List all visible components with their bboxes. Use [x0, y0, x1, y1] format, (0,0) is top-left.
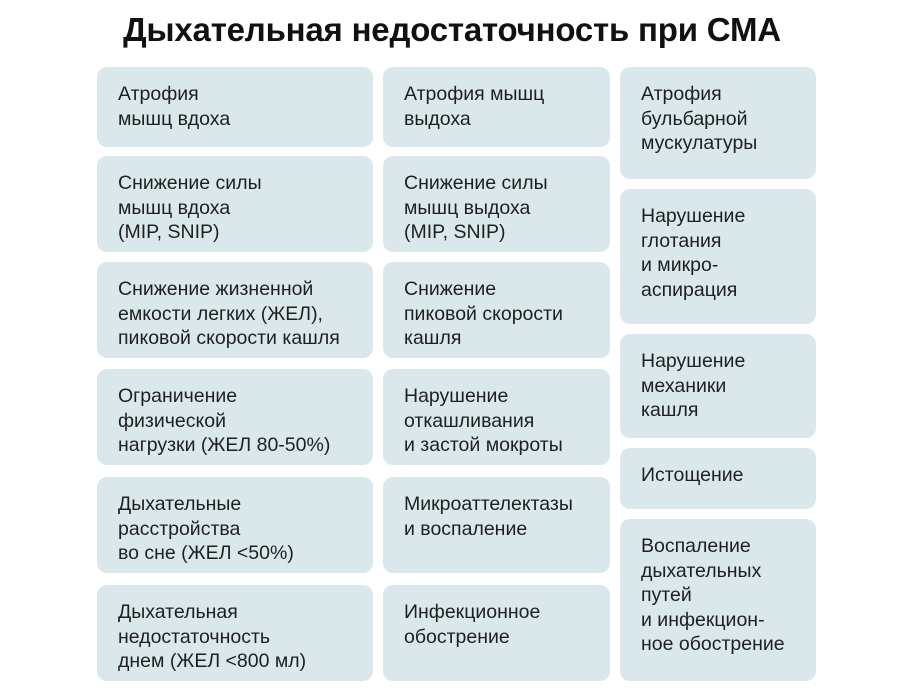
box-cough-impairment: Нарушение откашливания и застой мокроты: [383, 369, 610, 465]
box-exhaustion: Истощение: [620, 448, 816, 509]
box-swallowing-disorder: Нарушение глотания и микро- аспирация: [620, 189, 816, 324]
box-daytime-failure: Дыхательная недостаточность днем (ЖЕЛ <800 мл): [97, 585, 373, 681]
box-exercise-limitation: Ограничение физической нагрузки (ЖЕЛ 80-50%): [97, 369, 373, 465]
box-inspiratory-muscle-atrophy: Атрофия мышц вдоха: [97, 67, 373, 147]
box-sleep-disorders: Дыхательные расстройства во сне (ЖЕЛ <50%): [97, 477, 373, 573]
box-bulbar-atrophy: Атрофия бульбарной мускулатуры: [620, 67, 816, 179]
box-infectious-exacerbation: Инфекционное обострение: [383, 585, 610, 681]
box-expiratory-muscle-atrophy: Атрофия мышц выдоха: [383, 67, 610, 147]
box-airway-inflammation: Воспаление дыхательных путей и инфекцион- ное обострение: [620, 519, 816, 681]
box-peak-cough-decline: Снижение пиковой скорости кашля: [383, 262, 610, 358]
box-microatelectasis: Микроаттелектазы и воспаление: [383, 477, 610, 573]
box-inspiratory-strength-decline: Снижение силы мышц вдоха (MIP, SNIP): [97, 156, 373, 252]
box-cough-mechanics: Нарушение механики кашля: [620, 334, 816, 438]
page-title: Дыхательная недостаточность при СМА: [123, 11, 781, 48]
box-expiratory-strength-decline: Снижение силы мышц выдоха (MIP, SNIP): [383, 156, 610, 252]
box-vital-capacity-decline: Снижение жизненной емкости легких (ЖЕЛ), пиковой скорости кашля: [97, 262, 373, 358]
